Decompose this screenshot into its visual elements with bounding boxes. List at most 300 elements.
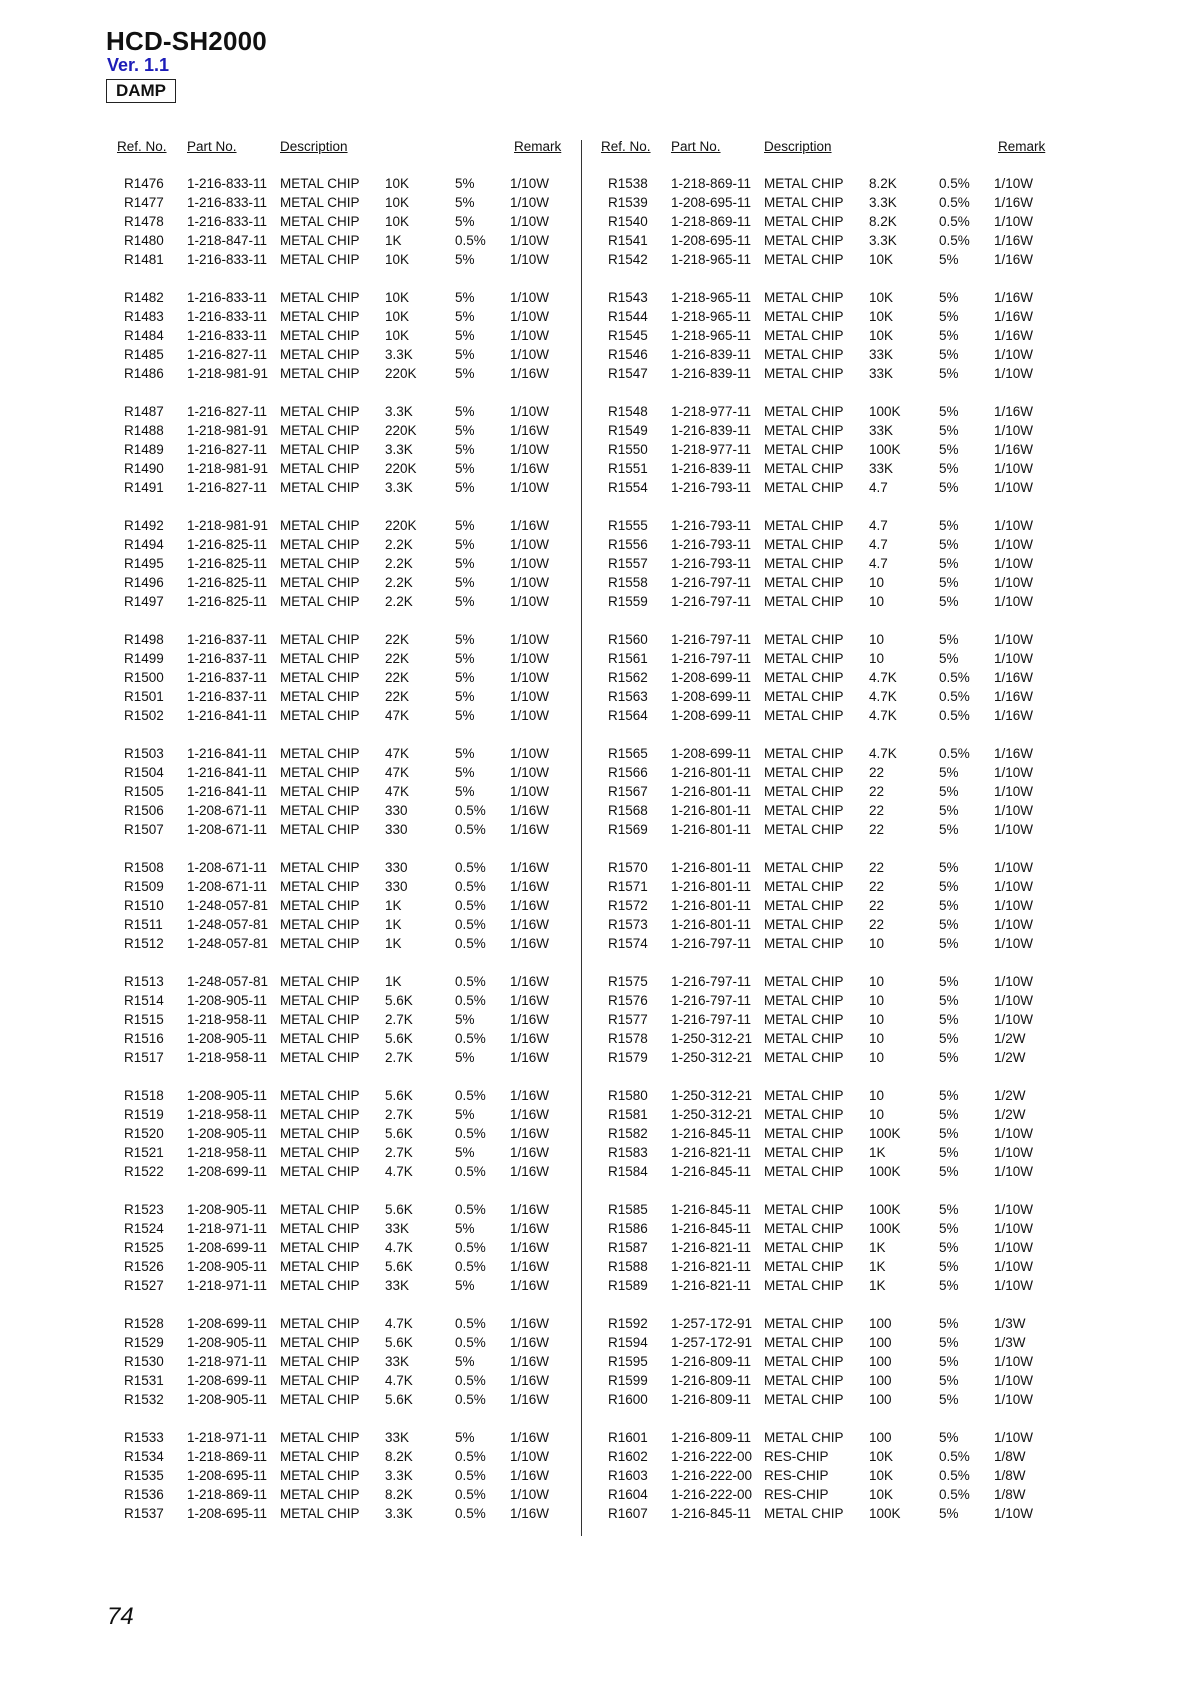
table-row — [601, 1048, 1071, 1067]
cell-part-no: 1-208-905-11 — [187, 1202, 268, 1217]
table-row — [601, 288, 1071, 307]
table-row — [117, 858, 587, 877]
cell-part-no: 1-216-845-11 — [671, 1221, 752, 1236]
table-row — [117, 535, 587, 554]
cell-tolerance: 0.5% — [939, 1449, 970, 1464]
cell-remark: 1/10W — [510, 328, 550, 343]
cell-value: 100K — [869, 1126, 901, 1141]
cell-part-no: 1-216-845-11 — [671, 1506, 752, 1521]
table-row — [117, 972, 587, 991]
cell-remark: 1/16W — [510, 1354, 550, 1369]
cell-ref-no: R1503 — [124, 746, 164, 761]
table-row — [601, 630, 1071, 649]
table-row — [117, 212, 587, 231]
cell-value: 330 — [385, 803, 408, 818]
table-row — [601, 1447, 1071, 1466]
cell-tolerance: 5% — [455, 461, 475, 476]
cell-remark: 1/16W — [510, 1278, 550, 1293]
cell-ref-no: R1567 — [608, 784, 648, 799]
cell-ref-no: R1541 — [608, 233, 648, 248]
cell-tolerance: 0.5% — [455, 1202, 486, 1217]
cell-remark: 1/16W — [510, 993, 550, 1008]
table-row — [117, 307, 587, 326]
cell-remark: 1/10W — [994, 803, 1034, 818]
cell-description: METAL CHIP — [280, 1316, 360, 1331]
cell-description: METAL CHIP — [764, 860, 844, 875]
table-row — [117, 1257, 587, 1276]
cell-description: METAL CHIP — [764, 1278, 844, 1293]
cell-remark: 1/10W — [510, 309, 550, 324]
cell-description: METAL CHIP — [764, 575, 844, 590]
cell-remark: 1/10W — [510, 347, 550, 362]
header-description: Description — [764, 139, 832, 154]
cell-remark: 1/16W — [510, 518, 550, 533]
cell-part-no: 1-218-869-11 — [187, 1449, 268, 1464]
cell-ref-no: R1521 — [124, 1145, 164, 1160]
cell-remark: 1/16W — [994, 442, 1034, 457]
cell-remark: 1/16W — [994, 309, 1034, 324]
cell-tolerance: 5% — [939, 1354, 959, 1369]
cell-remark: 1/8W — [994, 1487, 1026, 1502]
cell-ref-no: R1480 — [124, 233, 164, 248]
cell-part-no: 1-216-797-11 — [671, 1012, 752, 1027]
cell-remark: 1/16W — [510, 1392, 550, 1407]
cell-description: METAL CHIP — [764, 442, 844, 457]
cell-ref-no: R1585 — [608, 1202, 648, 1217]
cell-description: METAL CHIP — [280, 708, 360, 723]
cell-remark: 1/10W — [510, 632, 550, 647]
cell-description: METAL CHIP — [764, 480, 844, 495]
cell-remark: 1/16W — [510, 822, 550, 837]
table-row — [117, 288, 587, 307]
cell-ref-no: R1498 — [124, 632, 164, 647]
parts-group — [601, 1086, 1071, 1181]
cell-tolerance: 0.5% — [939, 746, 970, 761]
table-row — [117, 877, 587, 896]
cell-ref-no: R1562 — [608, 670, 648, 685]
cell-part-no: 1-218-965-11 — [671, 328, 752, 343]
cell-value: 22 — [869, 898, 885, 913]
cell-description: METAL CHIP — [280, 252, 360, 267]
cell-description: METAL CHIP — [764, 632, 844, 647]
cell-description: METAL CHIP — [764, 765, 844, 780]
cell-description: METAL CHIP — [280, 575, 360, 590]
cell-ref-no: R1482 — [124, 290, 164, 305]
cell-value: 10 — [869, 651, 885, 666]
cell-remark: 1/16W — [510, 1240, 550, 1255]
cell-tolerance: 5% — [939, 442, 959, 457]
parts-group — [601, 630, 1071, 725]
cell-part-no: 1-216-793-11 — [671, 480, 752, 495]
cell-tolerance: 0.5% — [455, 803, 486, 818]
cell-value: 10 — [869, 974, 885, 989]
cell-tolerance: 5% — [939, 594, 959, 609]
cell-value: 10 — [869, 1088, 885, 1103]
cell-remark: 1/10W — [994, 1354, 1034, 1369]
cell-value: 4.7 — [869, 518, 888, 533]
cell-description: METAL CHIP — [280, 233, 360, 248]
cell-value: 4.7 — [869, 480, 888, 495]
cell-tolerance: 0.5% — [455, 1506, 486, 1521]
table-row — [601, 782, 1071, 801]
cell-part-no: 1-216-839-11 — [671, 347, 752, 362]
cell-ref-no: R1513 — [124, 974, 164, 989]
table-row — [601, 421, 1071, 440]
cell-value: 8.2K — [869, 214, 897, 229]
cell-ref-no: R1554 — [608, 480, 648, 495]
cell-part-no: 1-218-958-11 — [187, 1050, 268, 1065]
cell-description: METAL CHIP — [280, 195, 360, 210]
parts-group — [601, 1314, 1071, 1409]
cell-tolerance: 5% — [939, 1278, 959, 1293]
parts-column-left — [117, 139, 587, 1542]
cell-ref-no: R1574 — [608, 936, 648, 951]
cell-part-no: 1-216-833-11 — [187, 252, 268, 267]
cell-value: 3.3K — [385, 1468, 413, 1483]
cell-tolerance: 5% — [939, 993, 959, 1008]
cell-remark: 1/10W — [510, 1449, 550, 1464]
table-row — [117, 934, 587, 953]
cell-description: METAL CHIP — [764, 423, 844, 438]
cell-remark: 1/8W — [994, 1449, 1026, 1464]
cell-value: 1K — [869, 1145, 886, 1160]
cell-part-no: 1-208-905-11 — [187, 1392, 268, 1407]
cell-value: 10K — [385, 252, 410, 267]
cell-ref-no: R1559 — [608, 594, 648, 609]
cell-part-no: 1-216-801-11 — [671, 879, 752, 894]
table-row — [601, 554, 1071, 573]
cell-ref-no: R1530 — [124, 1354, 164, 1369]
cell-remark: 1/10W — [994, 1202, 1034, 1217]
cell-tolerance: 5% — [455, 423, 475, 438]
table-row — [117, 573, 587, 592]
cell-ref-no: R1519 — [124, 1107, 164, 1122]
cell-part-no: 1-208-671-11 — [187, 860, 268, 875]
cell-part-no: 1-216-797-11 — [671, 594, 752, 609]
table-row — [117, 1086, 587, 1105]
cell-remark: 1/10W — [994, 214, 1034, 229]
cell-ref-no: R1481 — [124, 252, 164, 267]
cell-value: 1K — [869, 1259, 886, 1274]
cell-ref-no: R1484 — [124, 328, 164, 343]
cell-part-no: 1-208-699-11 — [187, 1240, 268, 1255]
cell-tolerance: 5% — [455, 784, 475, 799]
table-row — [117, 1371, 587, 1390]
parts-group — [117, 972, 587, 1067]
cell-value: 100 — [869, 1316, 892, 1331]
cell-description: METAL CHIP — [280, 461, 360, 476]
cell-tolerance: 5% — [939, 1373, 959, 1388]
table-row — [601, 231, 1071, 250]
cell-part-no: 1-216-801-11 — [671, 898, 752, 913]
cell-value: 5.6K — [385, 1202, 413, 1217]
cell-ref-no: R1566 — [608, 765, 648, 780]
table-row — [601, 440, 1071, 459]
cell-tolerance: 5% — [455, 404, 475, 419]
cell-tolerance: 5% — [455, 765, 475, 780]
cell-remark: 1/16W — [994, 404, 1034, 419]
cell-part-no: 1-216-821-11 — [671, 1259, 752, 1274]
cell-ref-no: R1549 — [608, 423, 648, 438]
table-row — [601, 1219, 1071, 1238]
cell-part-no: 1-208-905-11 — [187, 993, 268, 1008]
cell-description: METAL CHIP — [280, 1240, 360, 1255]
cell-remark: 1/16W — [510, 803, 550, 818]
cell-remark: 1/10W — [994, 347, 1034, 362]
parts-group — [117, 1314, 587, 1409]
cell-tolerance: 5% — [939, 879, 959, 894]
cell-description: METAL CHIP — [280, 1221, 360, 1236]
cell-description: METAL CHIP — [280, 1278, 360, 1293]
cell-tolerance: 0.5% — [455, 898, 486, 913]
cell-ref-no: R1547 — [608, 366, 648, 381]
cell-part-no: 1-216-833-11 — [187, 176, 268, 191]
table-row — [601, 326, 1071, 345]
cell-ref-no: R1534 — [124, 1449, 164, 1464]
cell-part-no: 1-216-809-11 — [671, 1373, 752, 1388]
table-row — [601, 516, 1071, 535]
cell-remark: 1/3W — [994, 1335, 1026, 1350]
cell-part-no: 1-216-797-11 — [671, 651, 752, 666]
header-remark: Remark — [998, 139, 1046, 154]
page-number: 74 — [107, 1603, 134, 1630]
cell-tolerance: 5% — [455, 689, 475, 704]
cell-tolerance: 5% — [939, 1259, 959, 1274]
cell-part-no: 1-248-057-81 — [187, 917, 269, 932]
cell-ref-no: R1599 — [608, 1373, 648, 1388]
cell-description: METAL CHIP — [764, 1031, 844, 1046]
cell-ref-no: R1542 — [608, 252, 648, 267]
parts-group — [117, 1086, 587, 1181]
cell-ref-no: R1532 — [124, 1392, 164, 1407]
cell-remark: 1/16W — [510, 860, 550, 875]
cell-value: 10K — [385, 328, 410, 343]
cell-tolerance: 5% — [455, 632, 475, 647]
parts-group — [601, 744, 1071, 839]
cell-ref-no: R1514 — [124, 993, 164, 1008]
cell-tolerance: 5% — [455, 1221, 475, 1236]
cell-remark: 1/10W — [994, 1392, 1034, 1407]
cell-description: METAL CHIP — [280, 936, 360, 951]
cell-tolerance: 5% — [939, 1145, 959, 1160]
table-row — [117, 1238, 587, 1257]
cell-value: 100 — [869, 1354, 892, 1369]
cell-description: METAL CHIP — [280, 765, 360, 780]
cell-remark: 1/10W — [510, 594, 550, 609]
table-row — [601, 858, 1071, 877]
cell-description: METAL CHIP — [764, 1373, 844, 1388]
cell-value: 10K — [385, 195, 410, 210]
cell-description: METAL CHIP — [280, 1449, 360, 1464]
cell-remark: 1/16W — [994, 233, 1034, 248]
cell-value: 330 — [385, 822, 408, 837]
parts-group — [117, 402, 587, 497]
cell-tolerance: 0.5% — [939, 1468, 970, 1483]
cell-value: 5.6K — [385, 993, 413, 1008]
cell-description: METAL CHIP — [280, 594, 360, 609]
cell-ref-no: R1523 — [124, 1202, 164, 1217]
header-ref-no: Ref. No. — [601, 139, 651, 154]
cell-tolerance: 0.5% — [455, 879, 486, 894]
cell-part-no: 1-216-801-11 — [671, 784, 752, 799]
table-row — [117, 326, 587, 345]
cell-part-no: 1-208-695-11 — [671, 195, 752, 210]
cell-tolerance: 5% — [939, 651, 959, 666]
cell-remark: 1/10W — [994, 879, 1034, 894]
cell-part-no: 1-208-905-11 — [187, 1031, 268, 1046]
cell-part-no: 1-216-845-11 — [671, 1164, 752, 1179]
cell-ref-no: R1520 — [124, 1126, 164, 1141]
cell-ref-no: R1537 — [124, 1506, 164, 1521]
cell-ref-no: R1509 — [124, 879, 164, 894]
cell-remark: 1/10W — [994, 822, 1034, 837]
cell-value: 100K — [869, 404, 901, 419]
cell-description: METAL CHIP — [764, 822, 844, 837]
table-row — [601, 877, 1071, 896]
cell-value: 2.7K — [385, 1107, 413, 1122]
table-row — [117, 1504, 587, 1523]
cell-tolerance: 5% — [939, 936, 959, 951]
cell-part-no: 1-216-845-11 — [671, 1126, 752, 1141]
cell-value: 8.2K — [869, 176, 897, 191]
table-row — [117, 1428, 587, 1447]
table-row — [117, 1029, 587, 1048]
cell-description: METAL CHIP — [764, 594, 844, 609]
table-row — [117, 174, 587, 193]
cell-part-no: 1-218-869-11 — [671, 176, 752, 191]
cell-part-no: 1-208-699-11 — [671, 670, 752, 685]
cell-description: METAL CHIP — [280, 442, 360, 457]
cell-part-no: 1-218-958-11 — [187, 1012, 268, 1027]
cell-description: METAL CHIP — [280, 404, 360, 419]
cell-part-no: 1-218-977-11 — [671, 442, 752, 457]
cell-remark: 1/16W — [510, 1221, 550, 1236]
cell-description: METAL CHIP — [764, 1335, 844, 1350]
cell-tolerance: 5% — [939, 404, 959, 419]
cell-value: 10K — [385, 309, 410, 324]
cell-description: METAL CHIP — [280, 632, 360, 647]
cell-tolerance: 5% — [455, 290, 475, 305]
cell-ref-no: R1544 — [608, 309, 648, 324]
cell-value: 22 — [869, 822, 885, 837]
cell-remark: 1/10W — [510, 233, 550, 248]
cell-part-no: 1-216-809-11 — [671, 1354, 752, 1369]
cell-ref-no: R1568 — [608, 803, 648, 818]
cell-remark: 1/10W — [994, 366, 1034, 381]
table-row — [601, 174, 1071, 193]
cell-value: 1K — [385, 974, 402, 989]
cell-remark: 1/16W — [510, 1430, 550, 1445]
cell-value: 4.7 — [869, 537, 888, 552]
parts-group — [601, 402, 1071, 497]
table-row — [117, 1447, 587, 1466]
cell-ref-no: R1517 — [124, 1050, 164, 1065]
table-row — [117, 820, 587, 839]
cell-part-no: 1-216-793-11 — [671, 556, 752, 571]
cell-part-no: 1-218-965-11 — [671, 252, 752, 267]
cell-description: METAL CHIP — [764, 746, 844, 761]
cell-value: 100 — [869, 1335, 892, 1350]
cell-tolerance: 5% — [939, 423, 959, 438]
cell-part-no: 1-208-905-11 — [187, 1126, 268, 1141]
table-row — [117, 1048, 587, 1067]
cell-remark: 1/10W — [510, 784, 550, 799]
cell-tolerance: 0.5% — [455, 1126, 486, 1141]
cell-description: METAL CHIP — [280, 366, 360, 381]
cell-tolerance: 5% — [455, 347, 475, 362]
cell-description: METAL CHIP — [764, 803, 844, 818]
cell-tolerance: 0.5% — [939, 176, 970, 191]
cell-tolerance: 5% — [939, 1202, 959, 1217]
cell-ref-no: R1527 — [124, 1278, 164, 1293]
table-row — [117, 440, 587, 459]
table-row — [117, 345, 587, 364]
cell-value: 47K — [385, 784, 410, 799]
cell-tolerance: 5% — [939, 1430, 959, 1445]
cell-value: 10K — [385, 176, 410, 191]
cell-tolerance: 5% — [455, 670, 475, 685]
cell-value: 1K — [385, 898, 402, 913]
cell-remark: 1/16W — [510, 879, 550, 894]
cell-value: 5.6K — [385, 1088, 413, 1103]
cell-ref-no: R1476 — [124, 176, 164, 191]
cell-value: 4.7K — [385, 1373, 413, 1388]
table-row — [601, 706, 1071, 725]
cell-part-no: 1-216-222-00 — [671, 1468, 753, 1483]
cell-tolerance: 0.5% — [455, 1373, 486, 1388]
table-row — [117, 421, 587, 440]
cell-description: METAL CHIP — [280, 556, 360, 571]
cell-description: METAL CHIP — [280, 1202, 360, 1217]
cell-ref-no: R1587 — [608, 1240, 648, 1255]
cell-remark: 1/10W — [994, 784, 1034, 799]
cell-ref-no: R1543 — [608, 290, 648, 305]
cell-remark: 1/16W — [510, 1164, 550, 1179]
cell-tolerance: 5% — [939, 1050, 959, 1065]
table-row — [117, 1143, 587, 1162]
cell-ref-no: R1545 — [608, 328, 648, 343]
cell-ref-no: R1496 — [124, 575, 164, 590]
cell-remark: 1/16W — [510, 1202, 550, 1217]
table-row — [117, 459, 587, 478]
cell-description: METAL CHIP — [280, 1259, 360, 1274]
cell-part-no: 1-216-827-11 — [187, 347, 268, 362]
cell-tolerance: 5% — [939, 347, 959, 362]
cell-description: METAL CHIP — [764, 214, 844, 229]
cell-description: METAL CHIP — [764, 347, 844, 362]
cell-remark: 1/8W — [994, 1468, 1026, 1483]
cell-description: METAL CHIP — [764, 1316, 844, 1331]
cell-tolerance: 5% — [939, 1335, 959, 1350]
table-row — [117, 1466, 587, 1485]
cell-value: 1K — [869, 1240, 886, 1255]
table-row — [601, 535, 1071, 554]
cell-tolerance: 0.5% — [939, 214, 970, 229]
cell-ref-no: R1589 — [608, 1278, 648, 1293]
cell-value: 10 — [869, 1050, 885, 1065]
cell-ref-no: R1561 — [608, 651, 648, 666]
cell-remark: 1/16W — [510, 1145, 550, 1160]
cell-ref-no: R1495 — [124, 556, 164, 571]
cell-remark: 1/10W — [994, 1221, 1034, 1236]
cell-tolerance: 5% — [939, 461, 959, 476]
cell-remark: 1/16W — [510, 1259, 550, 1274]
cell-part-no: 1-216-797-11 — [671, 575, 752, 590]
cell-ref-no: R1578 — [608, 1031, 648, 1046]
cell-description: METAL CHIP — [764, 195, 844, 210]
cell-tolerance: 5% — [455, 651, 475, 666]
cell-part-no: 1-216-797-11 — [671, 974, 752, 989]
